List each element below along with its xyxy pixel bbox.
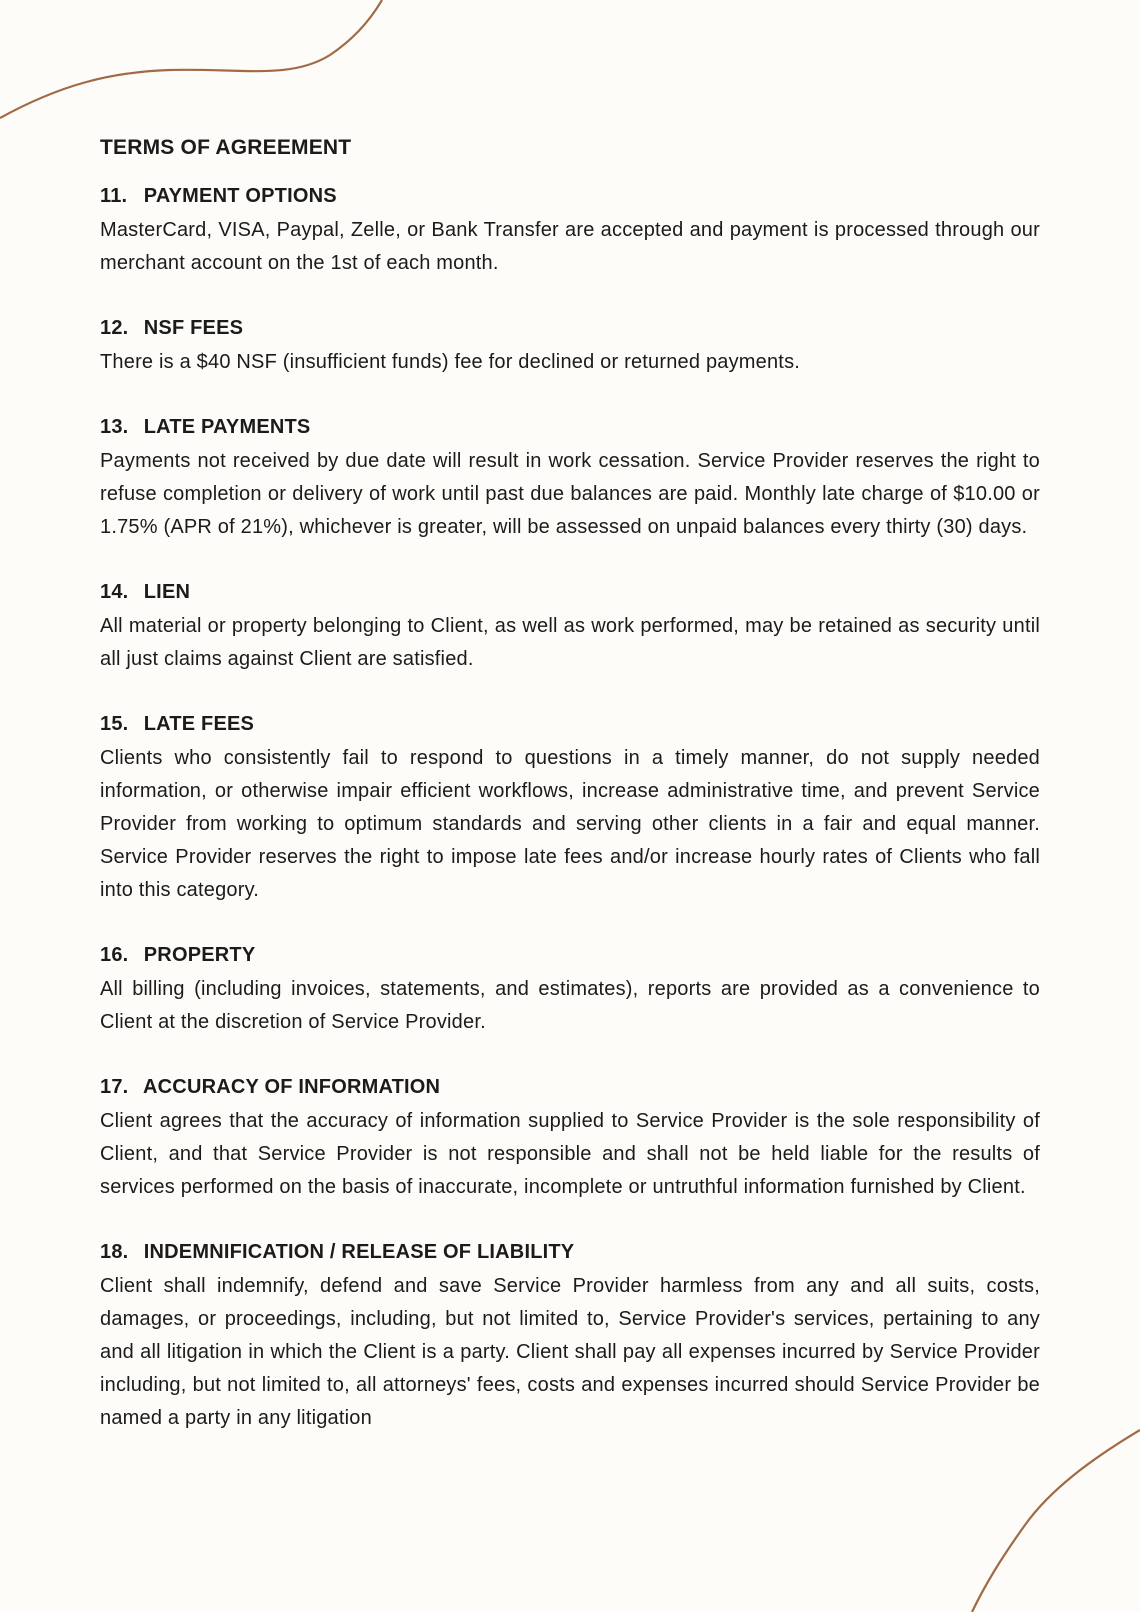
section-heading-text: INDEMNIFICATION / RELEASE OF LIABILITY: [143, 1241, 575, 1263]
section-heading-text: ACCURACY OF INFORMATION: [143, 1076, 441, 1098]
section-nsf-fees: [100, 314, 1040, 379]
section-late-fees: [100, 710, 1040, 907]
section-heading-text: PAYMENT OPTIONS: [143, 185, 337, 207]
section-heading: [100, 578, 1040, 606]
section-number: 16.: [100, 944, 129, 966]
section-lien: [100, 578, 1040, 676]
section-text: Payments not received by due date will result in work cessation. Service Provider reserves the right to refuse completion or delivery of work until past due balances are paid. Monthly late charge of $10.00 or 1.75% (APR of 21%), whichever is greater, will be assessed on unpaid balances every thirty (30) days.: [100, 450, 1040, 538]
section-number: 17.: [100, 1076, 129, 1098]
section-heading: [100, 941, 1040, 969]
section-heading: [100, 314, 1040, 342]
section-property: [100, 941, 1040, 1039]
section-heading-text: LATE FEES: [143, 713, 255, 735]
section-text: All billing (including invoices, statements, and estimates), reports are provided as a convenience to Client at the discretion of Service Provider.: [100, 978, 1040, 1033]
section-heading-text: PROPERTY: [143, 944, 256, 966]
section-text: Clients who consistently fail to respond to questions in a timely manner, do not supply needed information, or otherwise impair efficient workflows, increase administrative time, and prevent Service Provider from working to optimum standards and serving other clients in a fair and equal manner. Service Provider reserves the right to impose late fees and/or increase hourly rates of Clients who fall into this category.: [100, 747, 1040, 901]
section-number: 11.: [100, 185, 128, 207]
section-number: 12.: [100, 317, 129, 339]
section-heading: [100, 1073, 1040, 1101]
section-late-payments: [100, 413, 1040, 544]
section-payment-options: [100, 182, 1040, 280]
section-heading: [100, 413, 1040, 441]
section-number: 15.: [100, 713, 129, 735]
section-heading: [100, 182, 1040, 210]
section-number: 14.: [100, 581, 129, 603]
section-indemnification: [100, 1238, 1040, 1435]
section-accuracy-of-information: [100, 1073, 1040, 1204]
section-heading-text: LIEN: [143, 581, 191, 603]
section-heading-text: NSF FEES: [143, 317, 244, 339]
section-number: 13.: [100, 416, 129, 438]
section-text: There is a $40 NSF (insufficient funds) fee for declined or returned payments.: [100, 351, 801, 373]
section-heading: [100, 710, 1040, 738]
section-heading-text: LATE PAYMENTS: [143, 416, 311, 438]
section-text: Client shall indemnify, defend and save Service Provider harmless from any and all suits, costs, damages, or proceedings, including, but not limited to, Service Provider's services, pertaining to any and all litigation in which the Client is a party. Client shall pay all expenses incurred by Service Provider including, but not limited to, all attorneys' fees, costs and expenses incurred should Service Provider be named a party in any litigation: [100, 1275, 1040, 1429]
top-left-curve: [0, 0, 382, 118]
document-body: [100, 134, 1040, 1469]
section-text: Client agrees that the accuracy of information supplied to Service Provider is the sole responsibility of Client, and that Service Provider is not responsible and shall not be held liable for the results of services performed on the basis of inaccurate, incomplete or untruthful information furnished by Client.: [100, 1110, 1040, 1198]
section-text: MasterCard, VISA, Paypal, Zelle, or Bank Transfer are accepted and payment is processed through our merchant account on the 1st of each month.: [100, 219, 1040, 274]
section-heading: [100, 1238, 1040, 1266]
document-title: TERMS OF AGREEMENT: [100, 136, 352, 159]
section-number: 18.: [100, 1241, 129, 1263]
section-text: All material or property belonging to Client, as well as work performed, may be retained as security until all just claims against Client are satisfied.: [100, 615, 1040, 670]
